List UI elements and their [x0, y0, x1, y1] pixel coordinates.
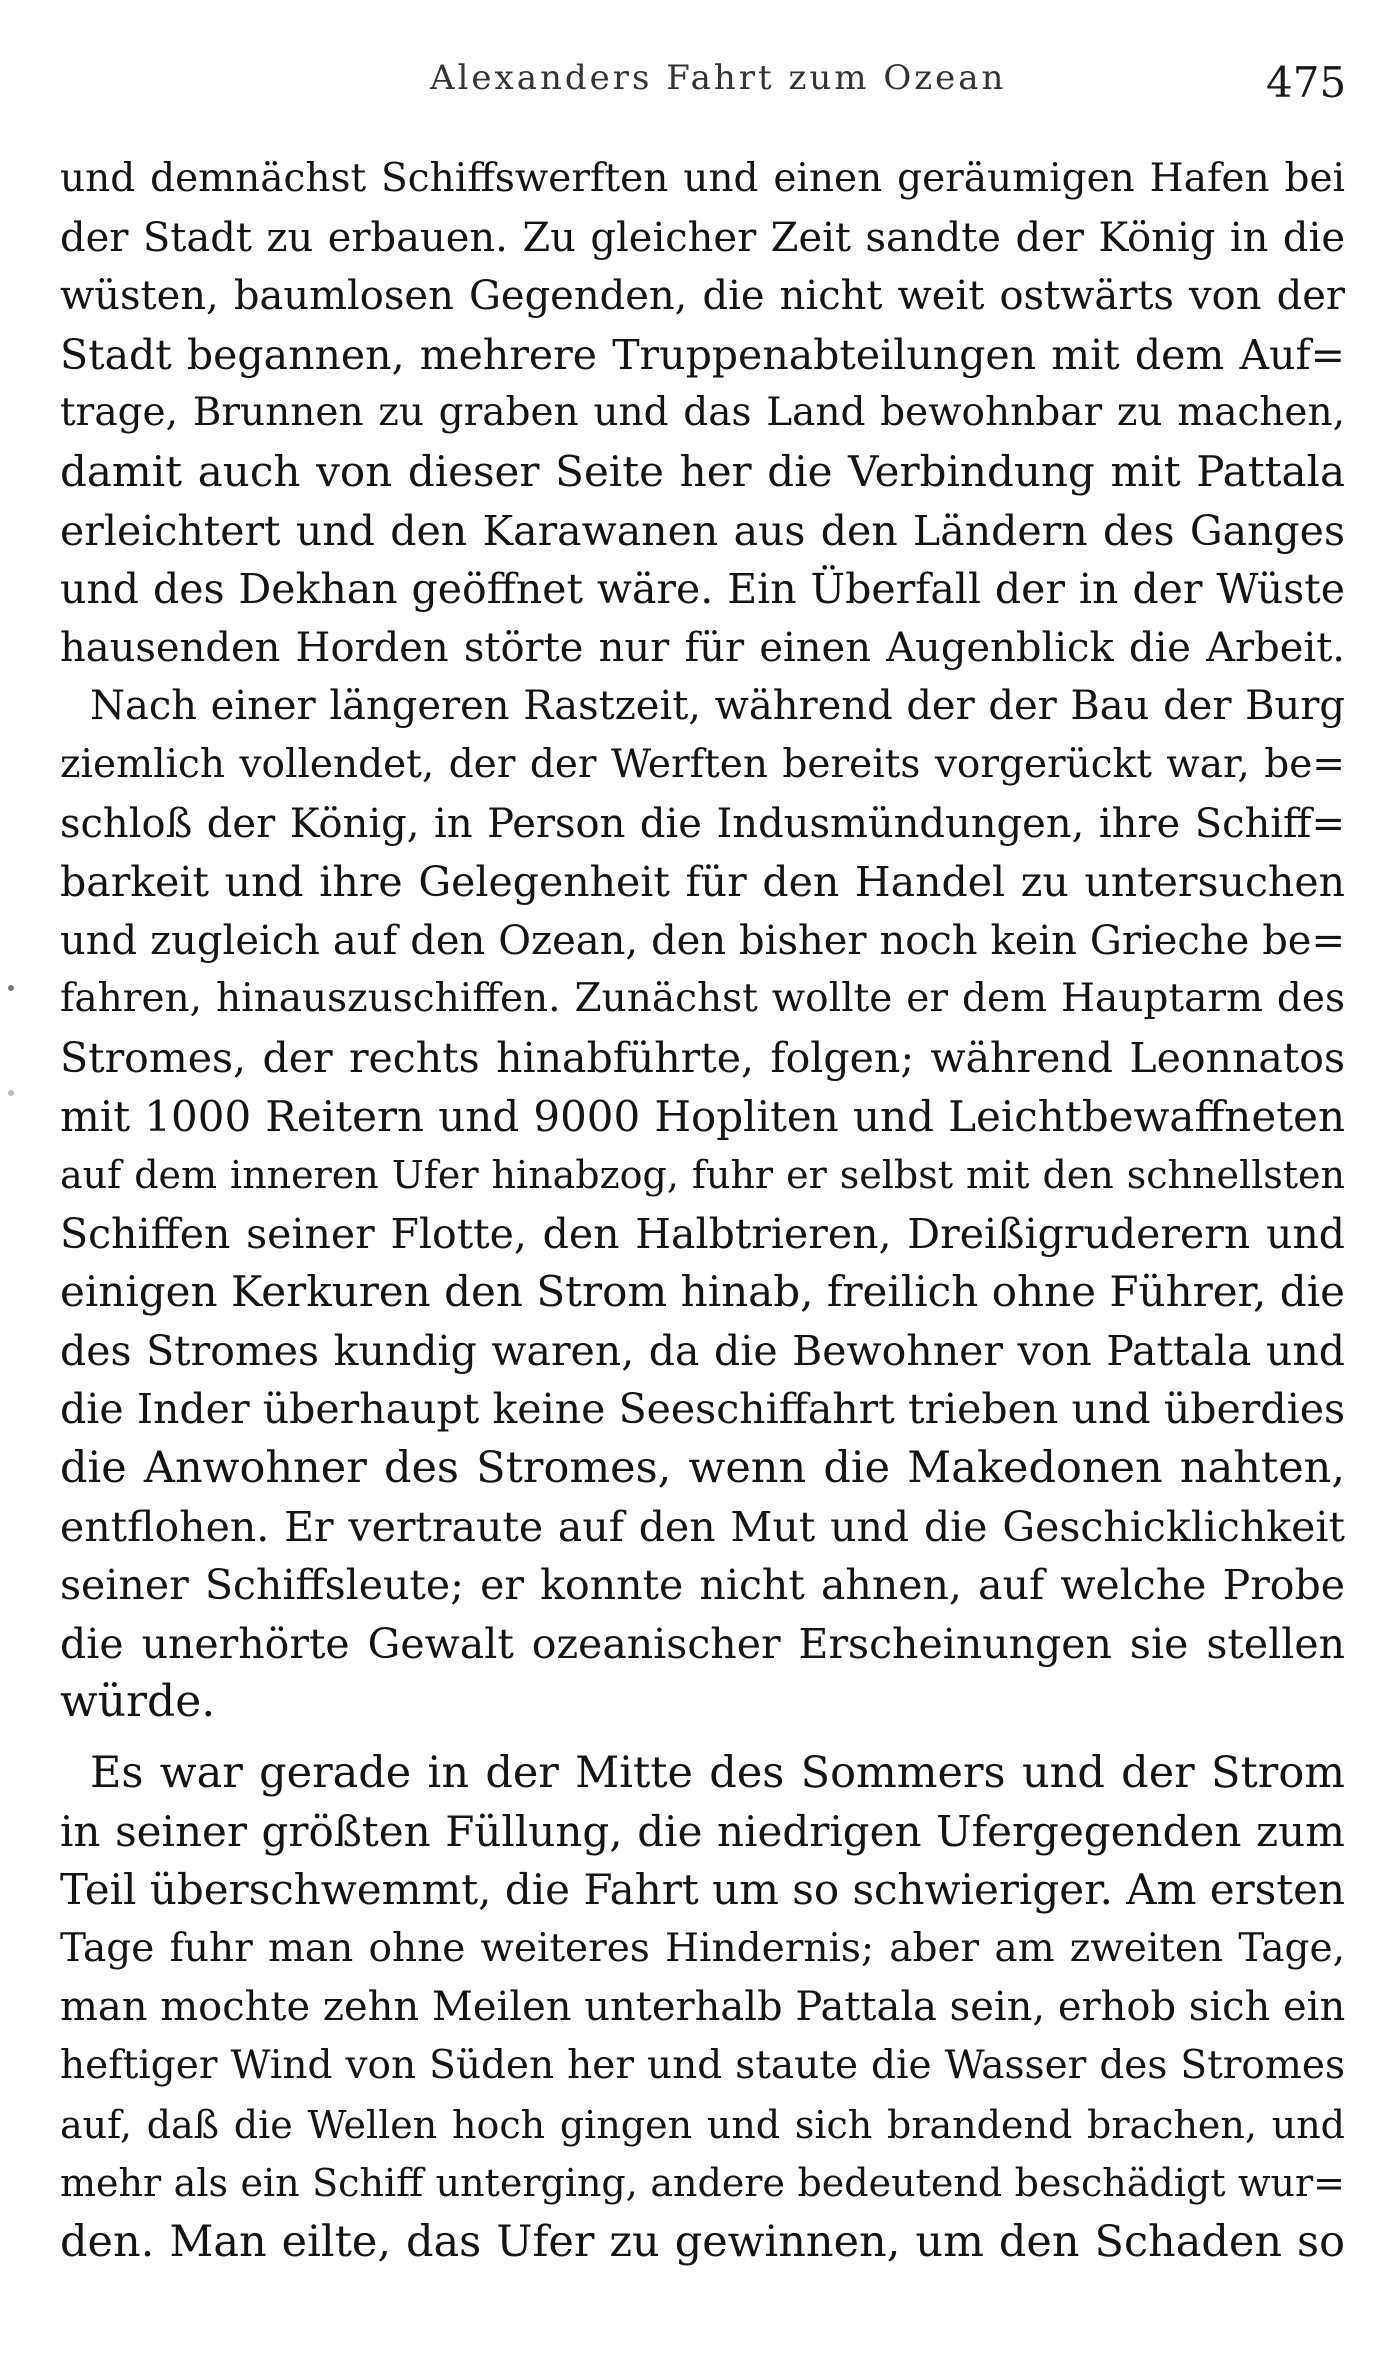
- text-line: schloß der König, in Person die Indusmündungen, ihre Schiff=: [60, 800, 1345, 847]
- paragraph-2: [60, 677, 1345, 1732]
- text-line: heftiger Wind von Süden her und staute die Wasser des Stromes: [60, 2043, 1345, 2088]
- text-line: Nach einer längeren Rastzeit, während der der Bau der Burg: [90, 683, 1345, 730]
- text-line: der Stadt zu erbauen. Zu gleicher Zeit sandte der König in die: [60, 214, 1345, 261]
- text-line: und des Dekhan geöffnet wäre. Ein Überfall der in der Wüste: [60, 565, 1345, 614]
- paragraph-1: [60, 150, 1345, 677]
- text-line: und demnächst Schiffswerften und einen geräumigen Hafen bei: [60, 156, 1345, 201]
- text-line: auf dem inneren Ufer hinabzog, fuhr er selbst mit den schnellsten: [60, 1153, 1345, 1198]
- running-title: Alexanders Fahrt zum Ozean: [430, 58, 1007, 98]
- text-line: Tage fuhr man ohne weiteres Hindernis; aber am zweiten Tage,: [60, 1925, 1345, 1971]
- text-line: Schiffen seiner Flotte, den Halbtrieren, Dreißigruderern und: [60, 1209, 1345, 1258]
- text-line: die Inder überhaupt keine Seeschiffahrt trieben und überdies: [60, 1385, 1345, 1434]
- text-line: ziemlich vollendet, der der Werften bereits vorgerückt war, be=: [60, 741, 1345, 787]
- text-line: des Stromes kundig waren, da die Bewohner von Pattala und: [60, 1326, 1345, 1375]
- text-line: Es war gerade in der Mitte des Sommers und der Strom: [90, 1748, 1345, 1799]
- text-line: den. Man eilte, das Ufer zu gewinnen, um den Schaden so: [60, 2216, 1345, 2267]
- text-line: einigen Kerkuren den Strom hinab, freilich ohne Führer, die: [60, 1267, 1345, 1317]
- text-line: mit 1000 Reitern und 9000 Hopliten und Leichtbewaffneten: [60, 1091, 1345, 1141]
- page-number: 475: [1266, 58, 1347, 107]
- text-line: damit auch von dieser Seite her die Verbindung mit Pattala: [60, 446, 1345, 496]
- text-line: in seiner größten Füllung, die niedrigen Ufergegenden zum: [60, 1806, 1345, 1856]
- text-line: Stromes, der rechts hinabführte, folgen; während Leonnatos: [60, 1033, 1345, 1082]
- paragraph-3: [60, 1744, 1345, 2271]
- text-line: trage, Brunnen zu graben und das Land bewohnbar zu machen,: [60, 390, 1345, 436]
- text-line: und zugleich auf den Ozean, den bisher noch kein Grieche be=: [60, 917, 1345, 964]
- text-line: seiner Schiffsleute; er konnte nicht ahnen, auf welche Probe: [60, 1561, 1345, 1610]
- text-line: Teil überschwemmt, die Fahrt um so schwieriger. Am ersten: [60, 1865, 1345, 1915]
- running-head: [0, 50, 1399, 110]
- text-line: entflohen. Er vertraute auf den Mut und die Geschicklichkeit: [60, 1502, 1345, 1551]
- text-line: fahren, hinauszuschiffen. Zunächst wollte er dem Hauptarm des: [60, 976, 1345, 1022]
- text-line: mehr als ein Schiff unterging, andere bedeutend beschädigt wur=: [60, 2161, 1345, 2206]
- text-line: die Anwohner des Stromes, wenn die Makedonen nahten,: [60, 1443, 1345, 1494]
- text-line: würde.: [60, 1676, 216, 1728]
- text-line: Stadt begannen, mehrere Truppenabteilungen mit dem Auf=: [60, 330, 1345, 379]
- margin-speck: [8, 985, 14, 991]
- body-text: [60, 150, 1345, 2271]
- text-line: barkeit und ihre Gelegenheit für den Handel zu untersuchen: [60, 858, 1345, 907]
- margin-speck: [8, 1090, 14, 1096]
- text-line: auf, daß die Wellen hoch gingen und sich brandend brachen, und: [60, 2102, 1345, 2147]
- text-line: hausenden Horden störte nur für einen Augenblick die Arbeit.: [60, 624, 1345, 671]
- text-line: man mochte zehn Meilen unterhalb Pattala sein, erhob sich ein: [60, 1984, 1345, 2031]
- text-line: wüsten, baumlosen Gegenden, die nicht weit ostwärts von der: [60, 273, 1345, 320]
- text-line: erleichtert und den Karawanen aus den Ländern des Ganges: [60, 506, 1345, 555]
- text-line: die unerhörte Gewalt ozeanischer Erscheinungen sie stellen: [60, 1619, 1345, 1668]
